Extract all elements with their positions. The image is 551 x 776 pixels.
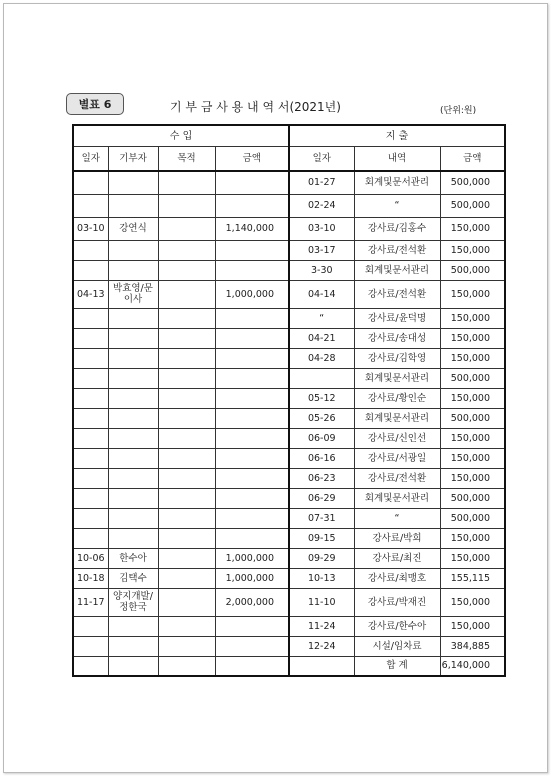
income-amount-cell: 1,000,000 (215, 280, 289, 308)
expense-description-cell: 합 계 (354, 656, 440, 676)
income-date-cell (73, 194, 108, 217)
purpose-cell (158, 388, 215, 408)
income-amount-cell (215, 348, 289, 368)
purpose-cell (158, 428, 215, 448)
donor-cell (108, 428, 158, 448)
donor-cell (108, 408, 158, 428)
purpose-cell (158, 194, 215, 217)
income-date-cell (73, 260, 108, 280)
income-amount-cell (215, 408, 289, 428)
purpose-cell (158, 408, 215, 428)
income-date-cell (73, 308, 108, 328)
expense-date-cell: 06-23 (289, 468, 354, 488)
expense-amount-cell: 150,000 (440, 548, 505, 568)
table-row (73, 616, 505, 636)
donor-cell: 김택수 (108, 568, 158, 588)
purpose-cell (158, 468, 215, 488)
column-header: 내역 (354, 147, 440, 172)
income-amount-cell (215, 328, 289, 348)
purpose-cell (158, 308, 215, 328)
income-date-cell (73, 468, 108, 488)
expense-amount-cell: 150,000 (440, 616, 505, 636)
income-date-cell: 10-06 (73, 548, 108, 568)
income-amount-cell (215, 428, 289, 448)
income-date-cell (73, 508, 108, 528)
donor-cell (108, 528, 158, 548)
expense-description-cell: 회계및문서관리 (354, 408, 440, 428)
income-date-cell: 10-18 (73, 568, 108, 588)
expense-amount-cell: 500,000 (440, 488, 505, 508)
purpose-cell (158, 528, 215, 548)
expense-description-cell: 강사료/신인선 (354, 428, 440, 448)
expense-description-cell: 회계및문서관리 (354, 488, 440, 508)
table-row (73, 194, 505, 217)
income-section-header: 수 입 (73, 125, 289, 147)
expense-amount-cell: 150,000 (440, 240, 505, 260)
income-amount-cell (215, 308, 289, 328)
income-date-cell: 03-10 (73, 217, 108, 240)
income-date-cell (73, 656, 108, 676)
column-header: 일자 (73, 147, 108, 172)
column-header: 일자 (289, 147, 354, 172)
purpose-cell (158, 217, 215, 240)
income-date-cell (73, 368, 108, 388)
income-amount-cell: 1,000,000 (215, 568, 289, 588)
unit-label: (단위:원) (440, 106, 477, 116)
purpose-cell (158, 656, 215, 676)
income-amount-cell (215, 448, 289, 468)
document-title: 기 부 금 사 용 내 역 서(2021년) (170, 100, 341, 114)
income-amount-cell (215, 240, 289, 260)
column-header: 목적 (158, 147, 215, 172)
expense-date-cell: 11-24 (289, 616, 354, 636)
purpose-cell (158, 508, 215, 528)
donor-cell (108, 171, 158, 194)
income-date-cell: 04-13 (73, 280, 108, 308)
expense-amount-cell: 500,000 (440, 508, 505, 528)
donor-cell: 양지개발/정한국 (108, 588, 158, 616)
table-row (73, 588, 505, 616)
expense-description-cell: 시설/임차료 (354, 636, 440, 656)
expense-date-cell: 06-16 (289, 448, 354, 468)
expense-amount-cell: 6,140,000 (440, 656, 505, 676)
expense-amount-cell: 384,885 (440, 636, 505, 656)
purpose-cell (158, 548, 215, 568)
expense-date-cell: 09-15 (289, 528, 354, 548)
donor-cell (108, 194, 158, 217)
expense-date-cell: 12-24 (289, 636, 354, 656)
donor-cell (108, 308, 158, 328)
income-amount-cell (215, 368, 289, 388)
expense-date-cell: 04-14 (289, 280, 354, 308)
income-date-cell (73, 328, 108, 348)
expense-amount-cell: 150,000 (440, 468, 505, 488)
table-row (73, 548, 505, 568)
table-row (73, 408, 505, 428)
expense-amount-cell: 150,000 (440, 308, 505, 328)
expense-amount-cell: 150,000 (440, 348, 505, 368)
table-row (73, 260, 505, 280)
expense-date-cell: 10-13 (289, 568, 354, 588)
expense-amount-cell: 500,000 (440, 368, 505, 388)
purpose-cell (158, 171, 215, 194)
expense-description-cell: 강사료/박재진 (354, 588, 440, 616)
expense-description-cell: 강사료/김학영 (354, 348, 440, 368)
purpose-cell (158, 588, 215, 616)
income-date-cell (73, 388, 108, 408)
table-row (73, 240, 505, 260)
donor-cell (108, 508, 158, 528)
expense-amount-cell: 150,000 (440, 328, 505, 348)
expense-description-cell: 강사료/황인순 (354, 388, 440, 408)
expense-description-cell: 강사료/전석환 (354, 280, 440, 308)
donor-cell: 한수아 (108, 548, 158, 568)
donor-cell (108, 348, 158, 368)
income-amount-cell (215, 488, 289, 508)
expense-amount-cell: 150,000 (440, 388, 505, 408)
expense-amount-cell: 150,000 (440, 428, 505, 448)
income-amount-cell: 1,140,000 (215, 217, 289, 240)
expense-description-cell: 강사료/최진 (354, 548, 440, 568)
expense-date-cell: 04-21 (289, 328, 354, 348)
expense-date-cell: 09-29 (289, 548, 354, 568)
income-amount-cell (215, 528, 289, 548)
income-amount-cell: 2,000,000 (215, 588, 289, 616)
expense-date-cell: 03-17 (289, 240, 354, 260)
purpose-cell (158, 240, 215, 260)
income-date-cell (73, 636, 108, 656)
expense-date-cell: “ (289, 308, 354, 328)
expense-description-cell: 강사료/김홍수 (354, 217, 440, 240)
expense-date-cell: 04-28 (289, 348, 354, 368)
expense-description-cell: “ (354, 194, 440, 217)
expense-section-header: 지 출 (289, 125, 505, 147)
purpose-cell (158, 280, 215, 308)
donor-cell (108, 240, 158, 260)
expense-amount-cell: 500,000 (440, 260, 505, 280)
expense-description-cell: 회계및문서관리 (354, 171, 440, 194)
purpose-cell (158, 616, 215, 636)
table-row (73, 528, 505, 548)
expense-amount-cell: 150,000 (440, 448, 505, 468)
expense-description-cell: 강사료/송대성 (354, 328, 440, 348)
expense-date-cell: 01-27 (289, 171, 354, 194)
expense-date-cell: 07-31 (289, 508, 354, 528)
income-amount-cell (215, 468, 289, 488)
expense-date-cell: 02-24 (289, 194, 354, 217)
purpose-cell (158, 568, 215, 588)
purpose-cell (158, 260, 215, 280)
donor-cell (108, 448, 158, 468)
expense-date-cell (289, 656, 354, 676)
income-amount-cell (215, 636, 289, 656)
expense-date-cell: 3-30 (289, 260, 354, 280)
expense-date-cell: 06-29 (289, 488, 354, 508)
expense-description-cell: 회계및문서관리 (354, 260, 440, 280)
table-row (73, 328, 505, 348)
expense-amount-cell: 500,000 (440, 171, 505, 194)
expense-date-cell: 03-10 (289, 217, 354, 240)
income-date-cell (73, 488, 108, 508)
income-amount-cell (215, 656, 289, 676)
table-row (73, 468, 505, 488)
column-header: 금액 (440, 147, 505, 172)
total-row (73, 656, 505, 676)
purpose-cell (158, 368, 215, 388)
expense-amount-cell: 500,000 (440, 408, 505, 428)
purpose-cell (158, 448, 215, 468)
expense-amount-cell: 150,000 (440, 528, 505, 548)
expense-description-cell: 강사료/최맹호 (354, 568, 440, 588)
table-row (73, 280, 505, 308)
income-amount-cell (215, 388, 289, 408)
donation-usage-table (72, 124, 506, 677)
donor-cell (108, 328, 158, 348)
donor-cell (108, 636, 158, 656)
income-amount-cell (215, 171, 289, 194)
income-date-cell (73, 408, 108, 428)
expense-amount-cell: 500,000 (440, 194, 505, 217)
income-date-cell (73, 616, 108, 636)
income-amount-cell: 1,000,000 (215, 548, 289, 568)
purpose-cell (158, 348, 215, 368)
table-row (73, 368, 505, 388)
appendix-badge: 별표 6 (66, 93, 124, 115)
table-row (73, 428, 505, 448)
income-amount-cell (215, 508, 289, 528)
table-row (73, 388, 505, 408)
expense-description-cell: 강사료/서광일 (354, 448, 440, 468)
table-row (73, 488, 505, 508)
income-date-cell (73, 240, 108, 260)
expense-description-cell: 강사료/전석환 (354, 240, 440, 260)
income-amount-cell (215, 260, 289, 280)
expense-description-cell: 회계및문서관리 (354, 368, 440, 388)
expense-date-cell: 06-09 (289, 428, 354, 448)
donor-cell: 강연식 (108, 217, 158, 240)
donor-cell: 박효영/문이사 (108, 280, 158, 308)
donor-cell (108, 260, 158, 280)
income-date-cell (73, 348, 108, 368)
purpose-cell (158, 488, 215, 508)
column-header: 기부자 (108, 147, 158, 172)
donor-cell (108, 488, 158, 508)
expense-date-cell: 05-26 (289, 408, 354, 428)
purpose-cell (158, 328, 215, 348)
expense-description-cell: 강사료/윤덕명 (354, 308, 440, 328)
expense-description-cell: 강사료/전석환 (354, 468, 440, 488)
expense-description-cell: 강사료/한수아 (354, 616, 440, 636)
purpose-cell (158, 636, 215, 656)
donor-cell (108, 368, 158, 388)
donor-cell (108, 468, 158, 488)
expense-date-cell: 05-12 (289, 388, 354, 408)
income-date-cell: 11-17 (73, 588, 108, 616)
expense-amount-cell: 155,115 (440, 568, 505, 588)
expense-description-cell: “ (354, 508, 440, 528)
income-date-cell (73, 528, 108, 548)
table-row (73, 636, 505, 656)
table-row (73, 348, 505, 368)
expense-amount-cell: 150,000 (440, 280, 505, 308)
donor-cell (108, 616, 158, 636)
income-amount-cell (215, 616, 289, 636)
expense-description-cell: 강사료/박희 (354, 528, 440, 548)
expense-date-cell (289, 368, 354, 388)
expense-amount-cell: 150,000 (440, 588, 505, 616)
table-row (73, 568, 505, 588)
column-header: 금액 (215, 147, 289, 172)
expense-date-cell: 11-10 (289, 588, 354, 616)
donor-cell (108, 656, 158, 676)
table-row (73, 171, 505, 194)
income-date-cell (73, 448, 108, 468)
table-row (73, 508, 505, 528)
table-row (73, 217, 505, 240)
expense-amount-cell: 150,000 (440, 217, 505, 240)
table-row (73, 308, 505, 328)
income-date-cell (73, 171, 108, 194)
table-row (73, 448, 505, 468)
donor-cell (108, 388, 158, 408)
income-date-cell (73, 428, 108, 448)
income-amount-cell (215, 194, 289, 217)
